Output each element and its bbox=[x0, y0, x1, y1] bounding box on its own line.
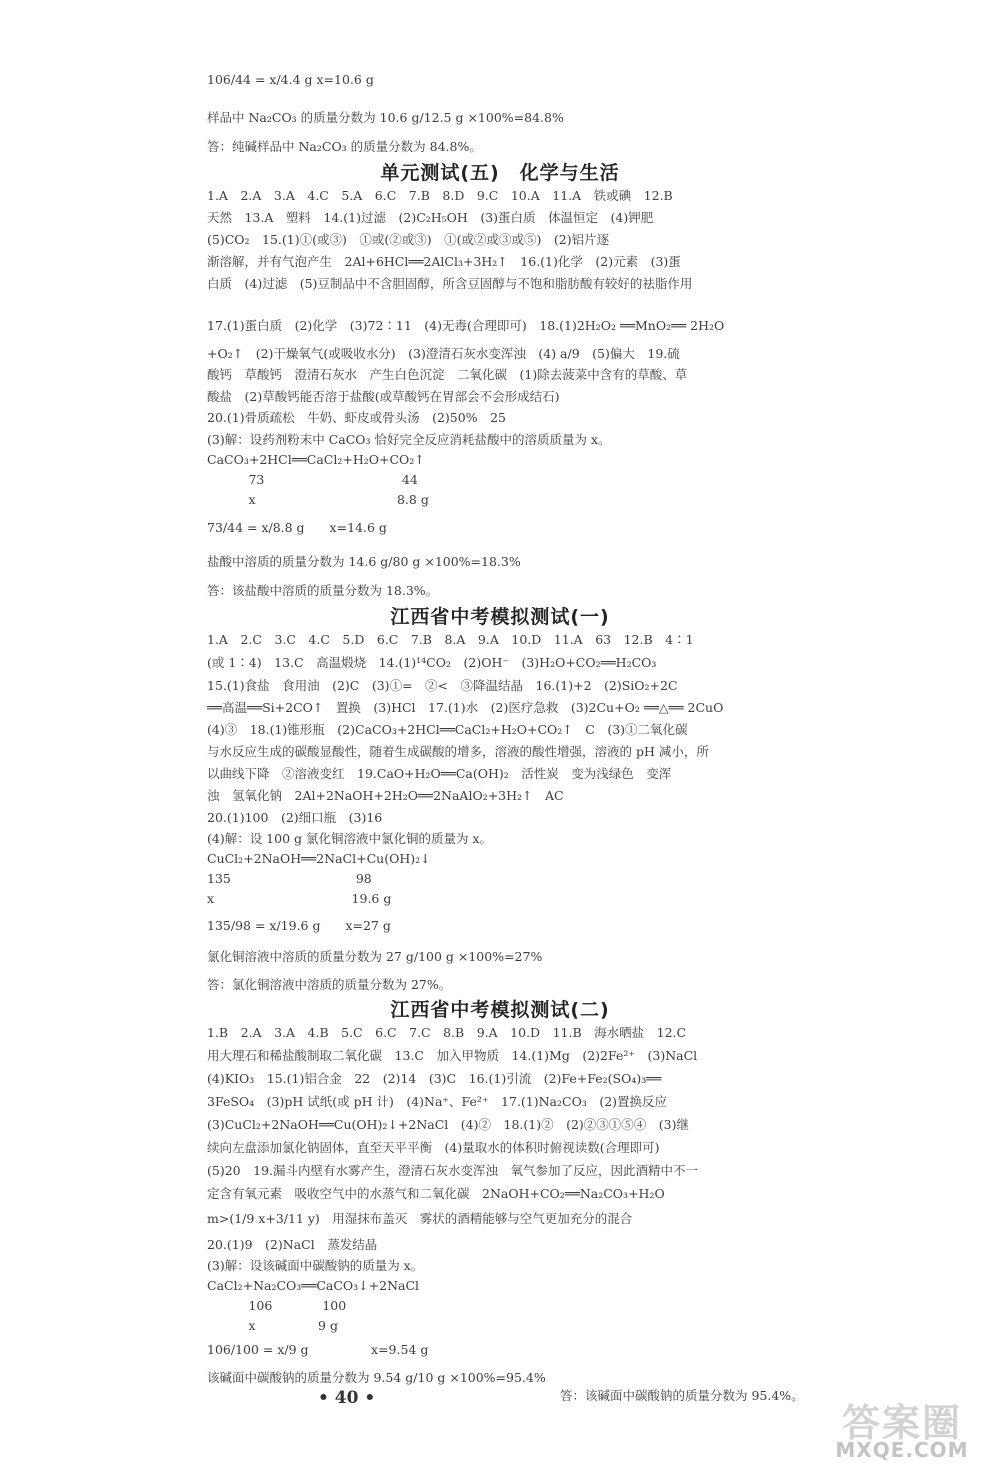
answer-line: x 19.6 g bbox=[207, 891, 392, 906]
answer-line: 20.(1)骨质疏松 牛奶、虾皮或骨头汤 (2)50% 25 bbox=[207, 410, 506, 425]
answer-line: 20.(1)100 (2)细口瓶 (3)16 bbox=[207, 810, 383, 825]
answer-line: x 9 g bbox=[207, 1318, 338, 1333]
answer-line: 渐溶解，并有气泡产生 2Al+6HCl══2AlCl₃+3H₂↑ 16.(1)化学 (2)元素 (3)蛋 bbox=[207, 254, 681, 269]
answer-line: x 8.8 g bbox=[207, 492, 429, 507]
answer-line: 106 100 bbox=[207, 1298, 347, 1313]
answer-line: 酸盐 (2)草酸钙能否溶于盐酸(或草酸钙在胃部会不会形成结石) bbox=[207, 389, 560, 404]
answer-line: (4)③ 18.(1)锥形瓶 (2)CaCO₃+2HCl══CaCl₂+H₂O+CO₂↑ C (3)①二氧化碳 bbox=[207, 722, 688, 737]
answer-line: ══高温══Si+2CO↑ 置换 (3)HCl 17.(1)水 (2)医疗急救 (3)2Cu+O₂ ══△══ 2CuO bbox=[207, 700, 724, 715]
answer-line: (3)CuCl₂+2NaOH══Cu(OH)₂↓+2NaCl (4)② 18.(1)② (2)②③①⑤④ (3)继 bbox=[207, 1117, 689, 1132]
answer-line: 答：纯碱样品中 Na₂CO₃ 的质量分数为 84.8%。 bbox=[207, 139, 482, 154]
answer-line: (4)解：设 100 g 氯化铜溶液中氯化铜的质量为 x。 bbox=[207, 831, 493, 846]
answer-line: (3)解：设药剂粉末中 CaCO₃ 恰好完全反应消耗盐酸中的溶质质量为 x。 bbox=[207, 432, 611, 447]
answer-line: (4)KIO₃ 15.(1)铝合金 22 (2)14 (3)C 16.(1)引流 (2)Fe+Fe₂(SO₄)₃══ bbox=[207, 1071, 662, 1086]
answer-line: 盐酸中溶质的质量分数为 14.6 g/80 g ×100%=18.3% bbox=[207, 554, 521, 569]
page-number: • 40 • bbox=[318, 1388, 376, 1408]
answer-line: 1.A 2.C 3.C 4.C 5.D 6.C 7.B 8.A 9.A 10.D 11.A 63 12.B 4∶1 bbox=[207, 632, 694, 647]
answer-line: CuCl₂+2NaOH══2NaCl+Cu(OH)₂↓ bbox=[207, 851, 431, 866]
answer-line: 1.A 2.A 3.A 4.C 5.A 6.C 7.B 8.D 9.C 10.A 11.A 铁或碘 12.B bbox=[207, 188, 673, 203]
answer-line: (5)CO₂ 15.(1)①(或③) ①或(②或③) ①(或②或③或⑤) (2)铝片逐 bbox=[207, 232, 610, 247]
watermark-logo bbox=[822, 1392, 982, 1464]
answer-line: 135/98 = x/19.6 g x=27 g bbox=[207, 918, 391, 933]
answer-line: 106/44 = x/4.4 g x=10.6 g bbox=[207, 72, 374, 87]
answer-line: 73/44 = x/8.8 g x=14.6 g bbox=[207, 520, 387, 535]
answer-line: m>(1/9 x+3/11 y) 用湿抹布盖灭 雾状的酒精能够与空气更加充分的混合 bbox=[207, 1211, 633, 1226]
answer-line: 用大理石和稀盐酸制取二氧化碳 13.C 加入甲物质 14.(1)Mg (2)2Fe²⁺ (3)NaCl bbox=[207, 1048, 698, 1063]
watermark-logo-text: 答案圈 bbox=[841, 1401, 962, 1445]
answer-line: (或 1∶4) 13.C 高温煅烧 14.(1)¹⁴CO₂ (2)OH⁻ (3)H₂O+CO₂══H₂CO₃ bbox=[207, 655, 657, 670]
answer-line: 20.(1)9 (2)NaCl 蒸发结晶 bbox=[207, 1237, 378, 1252]
answer-line: 与水反应生成的碳酸显酸性，随着生成碳酸的增多，溶液的酸性增强，溶液的 pH 减小，所 bbox=[207, 744, 709, 759]
answer-line: 答：氯化铜溶液中溶质的质量分数为 27%。 bbox=[207, 977, 452, 992]
answer-line: 样品中 Na₂CO₃ 的质量分数为 10.6 g/12.5 g ×100%=84.8% bbox=[207, 110, 564, 125]
answer-line: 浊 氢氧化钠 2Al+2NaOH+2H₂O══2NaAlO₂+3H₂↑ AC bbox=[207, 788, 564, 803]
section-title: 江西省中考模拟测试(二) bbox=[390, 999, 610, 1021]
answer-line: 续向左盘添加氯化钠固体，直至天平平衡 (4)量取水的体积时俯视读数(合理即可) bbox=[207, 1140, 660, 1155]
answer-line: 106/100 = x/9 g x=9.54 g bbox=[207, 1342, 429, 1357]
section-title: 单元测试(五) 化学与生活 bbox=[380, 162, 620, 184]
answer-line: 该碱面中碳酸钠的质量分数为 9.54 g/10 g ×100%=95.4% bbox=[207, 1370, 546, 1385]
answer-line: 氯化铜溶液中溶质的质量分数为 27 g/100 g ×100%=27% bbox=[207, 949, 543, 964]
watermark-site-text: MXQE.COM bbox=[835, 1438, 969, 1462]
answer-line: 白质 (4)过滤 (5)豆制品中不含胆固醇，所含豆固醇与不饱和脂肪酸有较好的祛脂作用 bbox=[207, 276, 693, 291]
answer-line: 答：该碱面中碳酸钠的质量分数为 95.4%。 bbox=[560, 1388, 804, 1403]
answer-line: 73 44 bbox=[207, 472, 418, 487]
answer-line: 15.(1)食盐 食用油 (2)C (3)①= ②< ③降温结晶 16.(1)+2 (2)SiO₂+2C bbox=[207, 678, 678, 693]
answer-line: 天然 13.A 塑料 14.(1)过滤 (2)C₂H₅OH (3)蛋白质 体温恒定 (4)钾肥 bbox=[207, 210, 654, 225]
answer-line: 答：该盐酸中溶质的质量分数为 18.3%。 bbox=[207, 583, 439, 598]
answer-line: 3FeSO₄ (3)pH 试纸(或 pH 计) (4)Na⁺、Fe²⁺ 17.(1)Na₂CO₃ (2)置换反应 bbox=[207, 1094, 668, 1109]
answer-line: +O₂↑ (2)干燥氧气(或吸收水分) (3)澄清石灰水变浑浊 (4) a/9 (5)偏大 19.硫 bbox=[207, 346, 680, 361]
section-title: 江西省中考模拟测试(一) bbox=[390, 606, 610, 628]
answer-line: 以曲线下降 ②溶液变红 19.CaO+H₂O══Ca(OH)₂ 活性炭 变为浅绿色 变浑 bbox=[207, 766, 672, 781]
answer-line: (3)解：设该碱面中碳酸钠的质量为 x。 bbox=[207, 1258, 424, 1273]
answer-line: 1.B 2.A 3.A 4.B 5.C 6.C 7.C 8.B 9.A 10.D 11.B 海水晒盐 12.C bbox=[207, 1025, 687, 1040]
answer-line: 定含有氧元素 吸收空气中的水蒸气和二氧化碳 2NaOH+CO₂══Na₂CO₃+H₂O bbox=[207, 1186, 665, 1201]
answer-line: CaCO₃+2HCl══CaCl₂+H₂O+CO₂↑ bbox=[207, 452, 425, 467]
answer-line: 酸钙 草酸钙 澄清石灰水 产生白色沉淀 二氧化碳 (1)除去菠菜中含有的草酸、草 bbox=[207, 367, 688, 382]
answer-line: CaCl₂+Na₂CO₃══CaCO₃↓+2NaCl bbox=[207, 1278, 420, 1293]
answer-line: (5)20 19.漏斗内壁有水雾产生，澄清石灰水变浑浊 氧气参加了反应，因此酒精中不一 bbox=[207, 1163, 698, 1178]
answer-line: 135 98 bbox=[207, 871, 372, 886]
answer-line: 17.(1)蛋白质 (2)化学 (3)72∶11 (4)无毒(合理即可) 18.(1)2H₂O₂ ══MnO₂══ 2H₂O bbox=[207, 318, 725, 333]
